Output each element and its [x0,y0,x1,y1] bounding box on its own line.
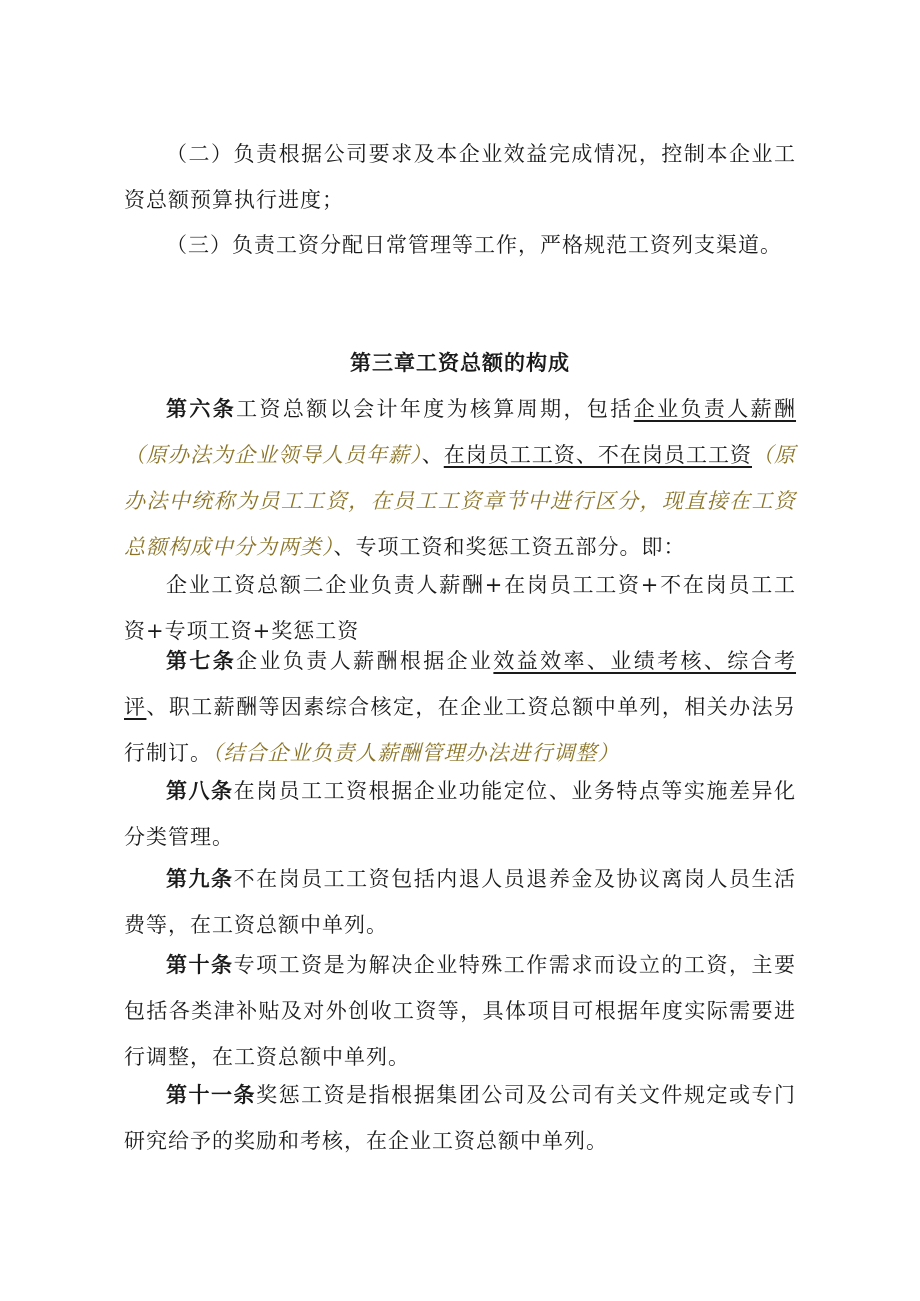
article-7-text-2: 、职工薪酬等因素综合核定，在企业工资总额中单列，相关办法另行制订。 [124,695,797,765]
article-7-label: 第七条 [166,648,237,673]
article-6-text-2: 、 [421,443,444,467]
article-8-label: 第八条 [166,778,234,803]
article-11-label: 第十一条 [166,1082,257,1107]
chapter-title: 第三章工资总额的构成 [350,350,570,375]
paragraph-item-3: （三）负责工资分配日常管理等工作，严格规范工资列支渠道。 [166,233,782,257]
paragraph-item-2: （二）负责根据公司要求及本企业效益完成情况，控制本企业工资总额预算执行进度； [124,142,796,212]
article-7-annotation-1: （结合企业负责人薪酬管理办法进行调整） [212,741,620,765]
article-10-label: 第十条 [166,952,234,977]
article-9 [124,856,796,948]
article-7-text-1: 企业负责人薪酬根据企业 [236,649,494,673]
article-8-text: 在岗员工工资根据企业功能定位、业务特点等实施差异化分类管理。 [124,779,797,849]
article-6-text-3: 、专项工资和奖惩工资五部分。即： [333,535,686,559]
formula-paragraph: 企业工资总额二企业负责人薪酬+在岗员工工资+不在岗员工工资+专项工资+奖惩工资 [124,573,796,643]
article-6-underline-1: 企业负责人薪酬 [633,397,797,421]
article-8 [124,768,796,860]
article-7 [124,638,796,776]
article-6-underline-2: 在岗员工工资、不在岗员工工资 [443,443,752,467]
article-10 [124,942,796,1080]
article-6-label: 第六条 [166,396,237,421]
article-6-text-1: 工资总额以会计年度为核算周期，包括 [236,397,634,421]
article-11 [124,1072,796,1164]
article-6 [124,386,796,570]
article-9-label: 第九条 [166,866,234,891]
article-7-underline-1: 效益效率、业绩考核、综合考评 [124,649,797,719]
article-6-annotation-1: （原办法为企业领导人员年薪） [124,443,422,467]
article-6-annotation-2: （原办法中统称为员工工资，在员工工资章节中进行区分，现直接在工资总额构成中分为两类） [124,443,797,559]
article-9-text: 不在岗员工工资包括内退人员退养金及协议离岗人员生活费等，在工资总额中单列。 [124,867,797,937]
article-11-text: 奖惩工资是指根据集团公司及公司有关文件规定或专门研究给予的奖励和考核，在企业工资总额中单列。 [124,1083,797,1153]
article-10-text: 专项工资是为解决企业特殊工作需求而设立的工资，主要包括各类津补贴及对外创收工资等，具体项目可根据年度实际需要进行调整，在工资总额中单列。 [124,953,797,1069]
